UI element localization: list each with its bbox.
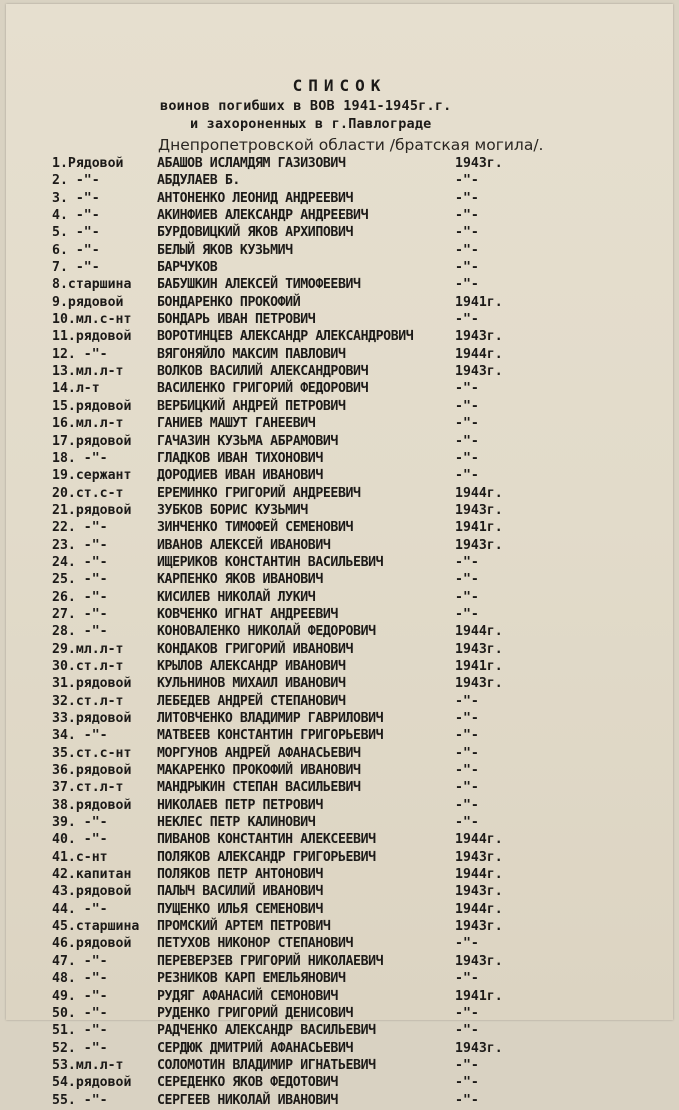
list-row [0, 989, 679, 1006]
list-row [0, 954, 679, 971]
row-number-rank: 31.рядовой [52, 676, 132, 692]
soldier-name: БЕЛЫЙ ЯКОВ КУЗЬМИЧ [157, 242, 293, 258]
list-row [0, 711, 679, 728]
death-year: -"- [455, 1092, 479, 1108]
soldier-name: НИКОЛАЕВ ПЕТР ПЕТРОВИЧ [157, 797, 323, 813]
soldier-name: ВЯГОНЯЙЛО МАКСИМ ПАВЛОВИЧ [157, 346, 346, 362]
soldier-name: РАДЧЕНКО АЛЕКСАНДР ВАСИЛЬЕВИЧ [157, 1023, 376, 1039]
death-year: -"- [455, 815, 479, 831]
row-number-rank: 19.сержант [52, 468, 132, 484]
row-number-rank: 52. -"- [52, 1040, 108, 1056]
soldier-name: БОНДАРЕНКО ПРОКОФИЙ [157, 294, 301, 310]
death-year: -"- [455, 277, 479, 293]
death-year: 1943г. [455, 884, 503, 900]
soldier-name: ДОРОДИЕВ ИВАН ИВАНОВИЧ [157, 468, 323, 484]
list-row [0, 468, 679, 485]
list-row [0, 1075, 679, 1092]
death-year: 1941г. [455, 988, 503, 1004]
row-number-rank: 16.мл.л-т [52, 416, 124, 432]
death-year: -"- [455, 173, 479, 189]
death-year: -"- [455, 468, 479, 484]
death-year: -"- [455, 711, 479, 726]
list-row [0, 971, 679, 988]
burial-list [0, 156, 679, 1110]
row-number-rank: 48. -"- [52, 971, 108, 987]
list-row [0, 225, 679, 242]
row-number-rank: 9.рядовой [52, 294, 124, 310]
list-row [0, 1041, 679, 1058]
death-year: -"- [455, 242, 479, 258]
death-year: -"- [455, 312, 479, 328]
list-row [0, 381, 679, 398]
soldier-name: СОЛОМОТИН ВЛАДИМИР ИГНАТЬЕВИЧ [157, 1057, 376, 1073]
death-year: -"- [455, 763, 479, 779]
soldier-name: АКИНФИЕВ АЛЕКСАНДР АНДРЕЕВИЧ [157, 208, 369, 224]
death-year: -"- [455, 260, 479, 276]
death-year: 1943г. [455, 641, 503, 657]
row-number-rank: 41.с-нт [52, 849, 108, 865]
death-year: -"- [455, 433, 479, 449]
soldier-name: БАБУШКИН АЛЕКСЕЙ ТИМОФЕЕВИЧ [157, 277, 361, 293]
list-row [0, 243, 679, 260]
soldier-name: АБАШОВ ИСЛАМДЯМ ГАЗИЗОВИЧ [157, 156, 346, 171]
death-year: 1941г. [455, 658, 503, 674]
death-year: -"- [455, 606, 479, 622]
list-row [0, 590, 679, 607]
soldier-name: ГАЧАЗИН КУЗЬМА АБРАМОВИЧ [157, 433, 338, 449]
list-row [0, 329, 679, 346]
row-number-rank: 25. -"- [52, 572, 108, 588]
row-number-rank: 36.рядовой [52, 763, 132, 779]
death-year: -"- [455, 728, 479, 744]
row-number-rank: 14.л-т [52, 381, 100, 397]
list-row [0, 676, 679, 693]
row-number-rank: 27. -"- [52, 606, 108, 622]
soldier-name: МОРГУНОВ АНДРЕЙ АФАНАСЬЕВИЧ [157, 745, 361, 761]
row-number-rank: 13.мл.л-т [52, 364, 124, 380]
row-number-rank: 38.рядовой [52, 797, 132, 813]
soldier-name: ЕРЕМИНКО ГРИГОРИЙ АНДРЕЕВИЧ [157, 485, 361, 501]
soldier-name: ЗУБКОВ БОРИС КУЗЬМИЧ [157, 502, 308, 518]
row-number-rank: 54.рядовой [52, 1075, 132, 1091]
row-number-rank: 49. -"- [52, 988, 108, 1004]
list-row [0, 607, 679, 624]
death-year: 1943г. [455, 953, 503, 969]
soldier-name: ПОЛЯКОВ ПЕТР АНТОНОВИЧ [157, 867, 323, 883]
death-year: -"- [455, 416, 479, 432]
soldier-name: РУДЕНКО ГРИГОРИЙ ДЕНИСОВИЧ [157, 1005, 354, 1021]
row-number-rank: 8.старшина [52, 277, 132, 293]
soldier-name: СЕРЕДЕНКО ЯКОВ ФЕДОТОВИЧ [157, 1075, 338, 1091]
list-row [0, 503, 679, 520]
row-number-rank: 35.ст.с-нт [52, 745, 132, 761]
soldier-name: КУЛЬНИНОВ МИХАИЛ ИВАНОВИЧ [157, 676, 346, 692]
list-row [0, 277, 679, 294]
list-row [0, 191, 679, 208]
list-row [0, 1093, 679, 1110]
death-year: 1944г. [455, 867, 503, 883]
death-year: 1943г. [455, 676, 503, 692]
soldier-name: ВОРОТИНЦЕВ АЛЕКСАНДР АЛЕКСАНДРОВИЧ [157, 329, 414, 345]
death-year: -"- [455, 797, 479, 813]
soldier-name: КРЫЛОВ АЛЕКСАНДР ИВАНОВИЧ [157, 658, 346, 674]
row-number-rank: 40. -"- [52, 832, 108, 848]
list-row [0, 538, 679, 555]
list-row [0, 728, 679, 745]
soldier-name: ВЕРБИЦКИЙ АНДРЕЙ ПЕТРОВИЧ [157, 398, 346, 414]
row-number-rank: 51. -"- [52, 1023, 108, 1039]
death-year: -"- [455, 1005, 479, 1021]
row-number-rank: 24. -"- [52, 554, 108, 570]
death-year: -"- [455, 589, 479, 605]
soldier-name: ИЩЕРИКОВ КОНСТАНТИН ВАСИЛЬЕВИЧ [157, 554, 384, 570]
list-row [0, 763, 679, 780]
list-row [0, 295, 679, 312]
death-year: 1943г. [455, 329, 503, 345]
soldier-name: БОНДАРЬ ИВАН ПЕТРОВИЧ [157, 312, 316, 328]
row-number-rank: 11.рядовой [52, 329, 132, 345]
soldier-name: КИСИЛЕВ НИКОЛАЙ ЛУКИЧ [157, 589, 316, 605]
list-row [0, 642, 679, 659]
row-number-rank: 2. -"- [52, 173, 100, 189]
soldier-name: СЕРДЮК ДМИТРИЙ АФАНАСЬЕВИЧ [157, 1040, 354, 1056]
row-number-rank: 23. -"- [52, 537, 108, 553]
soldier-name: РУДЯГ АФАНАСИЙ СЕМОНОВИЧ [157, 988, 338, 1004]
row-number-rank: 42.капитан [52, 867, 132, 883]
document-title: СПИСОК [292, 76, 387, 95]
row-number-rank: 29.мл.л-т [52, 641, 124, 657]
row-number-rank: 55. -"- [52, 1092, 108, 1108]
death-year: -"- [455, 554, 479, 570]
list-row [0, 312, 679, 329]
death-year: -"- [455, 745, 479, 761]
list-row [0, 624, 679, 641]
row-number-rank: 18. -"- [52, 450, 108, 466]
death-year: -"- [455, 190, 479, 206]
list-row [0, 416, 679, 433]
document-subtitle-line2: и захороненных в г.Павлограде [190, 116, 432, 132]
death-year: 1944г. [455, 485, 503, 501]
soldier-name: ВАСИЛЕНКО ГРИГОРИЙ ФЕДОРОВИЧ [157, 381, 369, 397]
row-number-rank: 4. -"- [52, 208, 100, 224]
soldier-name: МАТВЕЕВ КОНСТАНТИН ГРИГОРЬЕВИЧ [157, 728, 384, 744]
row-number-rank: 45.старшина [52, 919, 140, 935]
death-year: -"- [455, 381, 479, 397]
list-row [0, 260, 679, 277]
soldier-name: ПОЛЯКОВ АЛЕКСАНДР ГРИГОРЬЕВИЧ [157, 849, 376, 865]
soldier-name: ПЕТУХОВ НИКОНОР СТЕПАНОВИЧ [157, 936, 354, 952]
death-year: -"- [455, 971, 479, 987]
list-row [0, 520, 679, 537]
death-year: -"- [455, 225, 479, 241]
death-year: 1943г. [455, 156, 503, 171]
list-row [0, 364, 679, 381]
death-year: -"- [455, 1075, 479, 1091]
death-year: 1941г. [455, 294, 503, 310]
list-row [0, 919, 679, 936]
soldier-name: РЕЗНИКОВ КАРП ЕМЕЛЬЯНОВИЧ [157, 971, 346, 987]
soldier-name: ПЕРЕВЕРЗЕВ ГРИГОРИЙ НИКОЛАЕВИЧ [157, 953, 384, 969]
soldier-name: АБДУЛАЕВ Б. [157, 173, 240, 189]
row-number-rank: 10.мл.с-нт [52, 312, 132, 328]
row-number-rank: 3. -"- [52, 190, 100, 206]
row-number-rank: 37.ст.л-т [52, 780, 124, 796]
list-row [0, 780, 679, 797]
soldier-name: ЛИТОВЧЕНКО ВЛАДИМИР ГАВРИЛОВИЧ [157, 711, 384, 726]
death-year: -"- [455, 572, 479, 588]
row-number-rank: 15.рядовой [52, 398, 132, 414]
soldier-name: МАНДРЫКИН СТЕПАН ВАСИЛЬЕВИЧ [157, 780, 361, 796]
row-number-rank: 53.мл.л-т [52, 1057, 124, 1073]
list-row [0, 832, 679, 849]
death-year: -"- [455, 398, 479, 414]
soldier-name: СЕРГЕЕВ НИКОЛАЙ ИВАНОВИЧ [157, 1092, 338, 1108]
row-number-rank: 33.рядовой [52, 711, 132, 726]
row-number-rank: 39. -"- [52, 815, 108, 831]
list-row [0, 173, 679, 190]
soldier-name: КОНОВАЛЕНКО НИКОЛАЙ ФЕДОРОВИЧ [157, 624, 376, 640]
death-year: 1943г. [455, 537, 503, 553]
list-row [0, 1006, 679, 1023]
row-number-rank: 30.ст.л-т [52, 658, 124, 674]
list-row [0, 347, 679, 364]
soldier-name: БАРЧУКОВ [157, 260, 218, 276]
soldier-name: ВОЛКОВ ВАСИЛИЙ АЛЕКСАНДРОВИЧ [157, 364, 369, 380]
death-year: -"- [455, 936, 479, 952]
row-number-rank: 43.рядовой [52, 884, 132, 900]
row-number-rank: 34. -"- [52, 728, 108, 744]
death-year: -"- [455, 1023, 479, 1039]
row-number-rank: 5. -"- [52, 225, 100, 241]
list-row [0, 572, 679, 589]
document-subtitle-line1: воинов погибших в ВОВ 1941-1945г.г. [160, 98, 452, 114]
list-row [0, 1023, 679, 1040]
row-number-rank: 6. -"- [52, 242, 100, 258]
row-number-rank: 22. -"- [52, 520, 108, 536]
list-row [0, 936, 679, 953]
row-number-rank: 21.рядовой [52, 502, 132, 518]
death-year: 1943г. [455, 502, 503, 518]
death-year: 1943г. [455, 919, 503, 935]
list-row [0, 815, 679, 832]
list-row [0, 884, 679, 901]
row-number-rank: 44. -"- [52, 901, 108, 917]
list-row [0, 451, 679, 468]
soldier-name: АНТОНЕНКО ЛЕОНИД АНДРЕЕВИЧ [157, 190, 354, 206]
soldier-name: ЛЕБЕДЕВ АНДРЕЙ СТЕПАНОВИЧ [157, 693, 346, 709]
soldier-name: КОВЧЕНКО ИГНАТ АНДРЕЕВИЧ [157, 606, 338, 622]
row-number-rank: 12. -"- [52, 346, 108, 362]
row-number-rank: 20.ст.с-т [52, 485, 124, 501]
row-number-rank: 46.рядовой [52, 936, 132, 952]
death-year: -"- [455, 693, 479, 709]
list-row [0, 399, 679, 416]
soldier-name: ГЛАДКОВ ИВАН ТИХОНОВИЧ [157, 450, 323, 466]
soldier-name: ИВАНОВ АЛЕКСЕЙ ИВАНОВИЧ [157, 537, 331, 553]
soldier-name: ГАНИЕВ МАШУТ ГАНЕЕВИЧ [157, 416, 316, 432]
death-year: -"- [455, 780, 479, 796]
soldier-name: ПАЛЫЧ ВАСИЛИЙ ИВАНОВИЧ [157, 884, 323, 900]
soldier-name: МАКАРЕНКО ПРОКОФИЙ ИВАНОВИЧ [157, 763, 361, 779]
row-number-rank: 7. -"- [52, 260, 100, 276]
soldier-name: ПИВАНОВ КОНСТАНТИН АЛЕКСЕЕВИЧ [157, 832, 376, 848]
death-year: 1944г. [455, 832, 503, 848]
death-year: 1943г. [455, 849, 503, 865]
soldier-name: НЕКЛЕС ПЕТР КАЛИНОВИЧ [157, 815, 316, 831]
death-year: -"- [455, 1057, 479, 1073]
row-number-rank: 32.ст.л-т [52, 693, 124, 709]
list-row [0, 486, 679, 503]
death-year: 1943г. [455, 364, 503, 380]
soldier-name: КОНДАКОВ ГРИГОРИЙ ИВАНОВИЧ [157, 641, 354, 657]
death-year: 1944г. [455, 901, 503, 917]
death-year: -"- [455, 208, 479, 224]
list-row [0, 434, 679, 451]
row-number-rank: 26. -"- [52, 589, 108, 605]
soldier-name: БУРДОВИЦКИЙ ЯКОВ АРХИПОВИЧ [157, 225, 354, 241]
death-year: 1943г. [455, 1040, 503, 1056]
list-row [0, 798, 679, 815]
row-number-rank: 28. -"- [52, 624, 108, 640]
soldier-name: КАРПЕНКО ЯКОВ ИВАНОВИЧ [157, 572, 323, 588]
list-row [0, 555, 679, 572]
death-year: 1944г. [455, 346, 503, 362]
row-number-rank: 17.рядовой [52, 433, 132, 449]
list-row [0, 746, 679, 763]
death-year: 1944г. [455, 624, 503, 640]
row-number-rank: 50. -"- [52, 1005, 108, 1021]
row-number-rank: 1.Рядовой [52, 156, 124, 171]
list-row [0, 208, 679, 225]
death-year: 1941г. [455, 520, 503, 536]
list-row [0, 156, 679, 173]
handwritten-note: Днепропетровской области /братская могила/. [158, 136, 544, 154]
list-row [0, 694, 679, 711]
soldier-name: ЗИНЧЕНКО ТИМОФЕЙ СЕМЕНОВИЧ [157, 520, 354, 536]
soldier-name: ПУЩЕНКО ИЛЬЯ СЕМЕНОВИЧ [157, 901, 323, 917]
row-number-rank: 47. -"- [52, 953, 108, 969]
list-row [0, 867, 679, 884]
death-year: -"- [455, 450, 479, 466]
list-row [0, 1058, 679, 1075]
list-row [0, 902, 679, 919]
list-row [0, 659, 679, 676]
list-row [0, 850, 679, 867]
soldier-name: ПРОМСКИЙ АРТЕМ ПЕТРОВИЧ [157, 919, 331, 935]
